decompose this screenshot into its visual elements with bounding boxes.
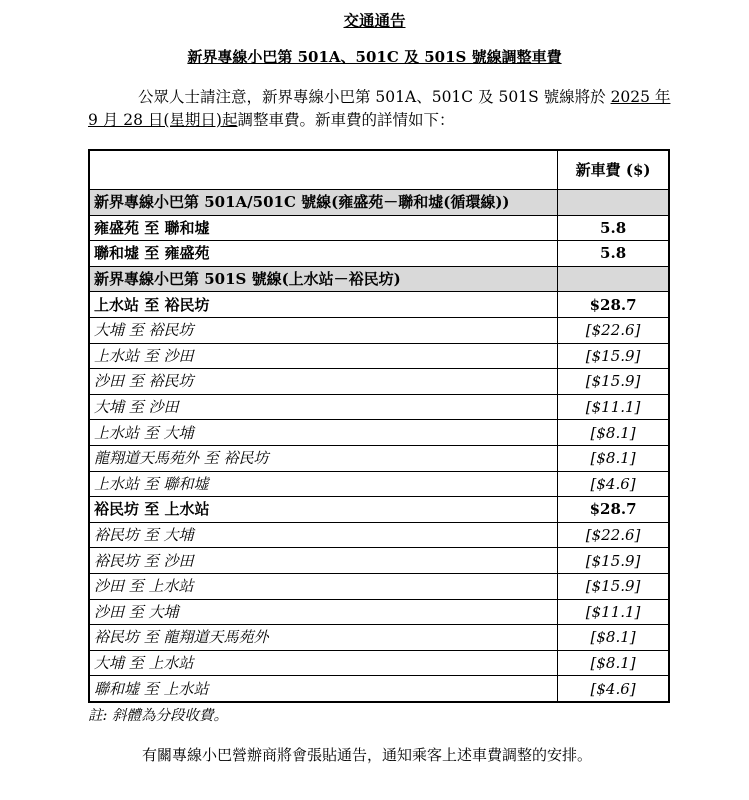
fare-cell: 5.8 <box>558 215 669 241</box>
route-cell: 沙田 至 上水站 <box>89 573 558 599</box>
fare-row <box>89 522 669 548</box>
fare-row <box>89 471 669 497</box>
notice-title: 交通通告 <box>343 11 406 30</box>
fare-cell: [$8.1] <box>558 650 669 676</box>
fare-cell: [$8.1] <box>558 625 669 651</box>
fare-row <box>89 241 669 267</box>
fare-cell: $28.7 <box>558 497 669 523</box>
intro-text-b: 調整車費。新車費的詳情如下： <box>237 111 455 129</box>
fare-row <box>89 343 669 369</box>
intro-paragraph <box>88 86 671 132</box>
fare-row <box>89 445 669 471</box>
route-cell: 裕民坊 至 大埔 <box>89 522 558 548</box>
route-cell: 沙田 至 裕民坊 <box>89 369 558 395</box>
route-cell: 上水站 至 大埔 <box>89 420 558 446</box>
fare-cell: [$11.1] <box>558 394 669 420</box>
fare-row <box>89 420 669 446</box>
notice-subtitle: 新界專線小巴第 501A、501C 及 501S 號線調整車費 <box>187 48 562 66</box>
section-title: 新界專線小巴第 501S 號線(上水站－裕民坊) <box>89 266 558 292</box>
route-cell: 裕民坊 至 沙田 <box>89 548 558 574</box>
fare-row <box>89 317 669 343</box>
fare-cell: [$15.9] <box>558 369 669 395</box>
header-fare-cell: 新車費 ($) <box>558 150 669 190</box>
fare-cell: [$8.1] <box>558 445 669 471</box>
fare-row <box>89 215 669 241</box>
section-fare-empty <box>558 190 669 216</box>
fare-cell: [$8.1] <box>558 420 669 446</box>
section-header-row <box>89 190 669 216</box>
fare-cell: 5.8 <box>558 241 669 267</box>
route-cell: 沙田 至 大埔 <box>89 599 558 625</box>
header-route-cell <box>89 150 558 190</box>
intro-date-part1: 2025 年 <box>610 88 671 106</box>
fare-row <box>89 676 669 702</box>
fare-row <box>89 548 669 574</box>
route-cell: 聯和墟 至 上水站 <box>89 676 558 702</box>
section-fare-empty <box>558 266 669 292</box>
fare-row <box>89 394 669 420</box>
fare-cell: $28.7 <box>558 292 669 318</box>
route-cell: 大埔 至 上水站 <box>89 650 558 676</box>
route-cell: 裕民坊 至 龍翔道天馬苑外 <box>89 625 558 651</box>
fare-cell: [$15.9] <box>558 573 669 599</box>
route-cell: 上水站 至 聯和墟 <box>89 471 558 497</box>
fare-cell: [$4.6] <box>558 471 669 497</box>
fare-row <box>89 369 669 395</box>
fare-row <box>89 625 669 651</box>
route-cell: 雍盛苑 至 聯和墟 <box>89 215 558 241</box>
route-cell: 上水站 至 裕民坊 <box>89 292 558 318</box>
fare-cell: [$4.6] <box>558 676 669 702</box>
route-cell: 聯和墟 至 雍盛苑 <box>89 241 558 267</box>
fare-row <box>89 573 669 599</box>
route-cell: 裕民坊 至 上水站 <box>89 497 558 523</box>
intro-date-part2: 9 月 28 日(星期日)起 <box>88 111 238 129</box>
fare-table-header <box>89 150 669 190</box>
section-header-row <box>89 266 669 292</box>
route-cell: 上水站 至 沙田 <box>89 343 558 369</box>
route-cell: 大埔 至 沙田 <box>89 394 558 420</box>
route-cell: 龍翔道天馬苑外 至 裕民坊 <box>89 445 558 471</box>
fare-row <box>89 650 669 676</box>
intro-text-a: 公眾人士請注意，新界專線小巴第 501A、501C 及 501S 號線將於 <box>138 88 611 106</box>
fare-cell: [$15.9] <box>558 548 669 574</box>
route-cell: 大埔 至 裕民坊 <box>89 317 558 343</box>
fare-row <box>89 599 669 625</box>
fare-row <box>89 292 669 318</box>
section-title: 新界專線小巴第 501A/501C 號線(雍盛苑－聯和墟(循環線)) <box>89 190 558 216</box>
fare-cell: [$22.6] <box>558 522 669 548</box>
fare-row <box>89 497 669 523</box>
footer-text: 有關專線小巴營辦商將會張貼通告，通知乘客上述車費調整的安排。 <box>142 746 593 764</box>
fare-cell: [$11.1] <box>558 599 669 625</box>
fare-table <box>88 149 670 703</box>
fare-cell: [$22.6] <box>558 317 669 343</box>
italic-note: 註: 斜體為分段收費。 <box>88 708 228 724</box>
fare-cell: [$15.9] <box>558 343 669 369</box>
